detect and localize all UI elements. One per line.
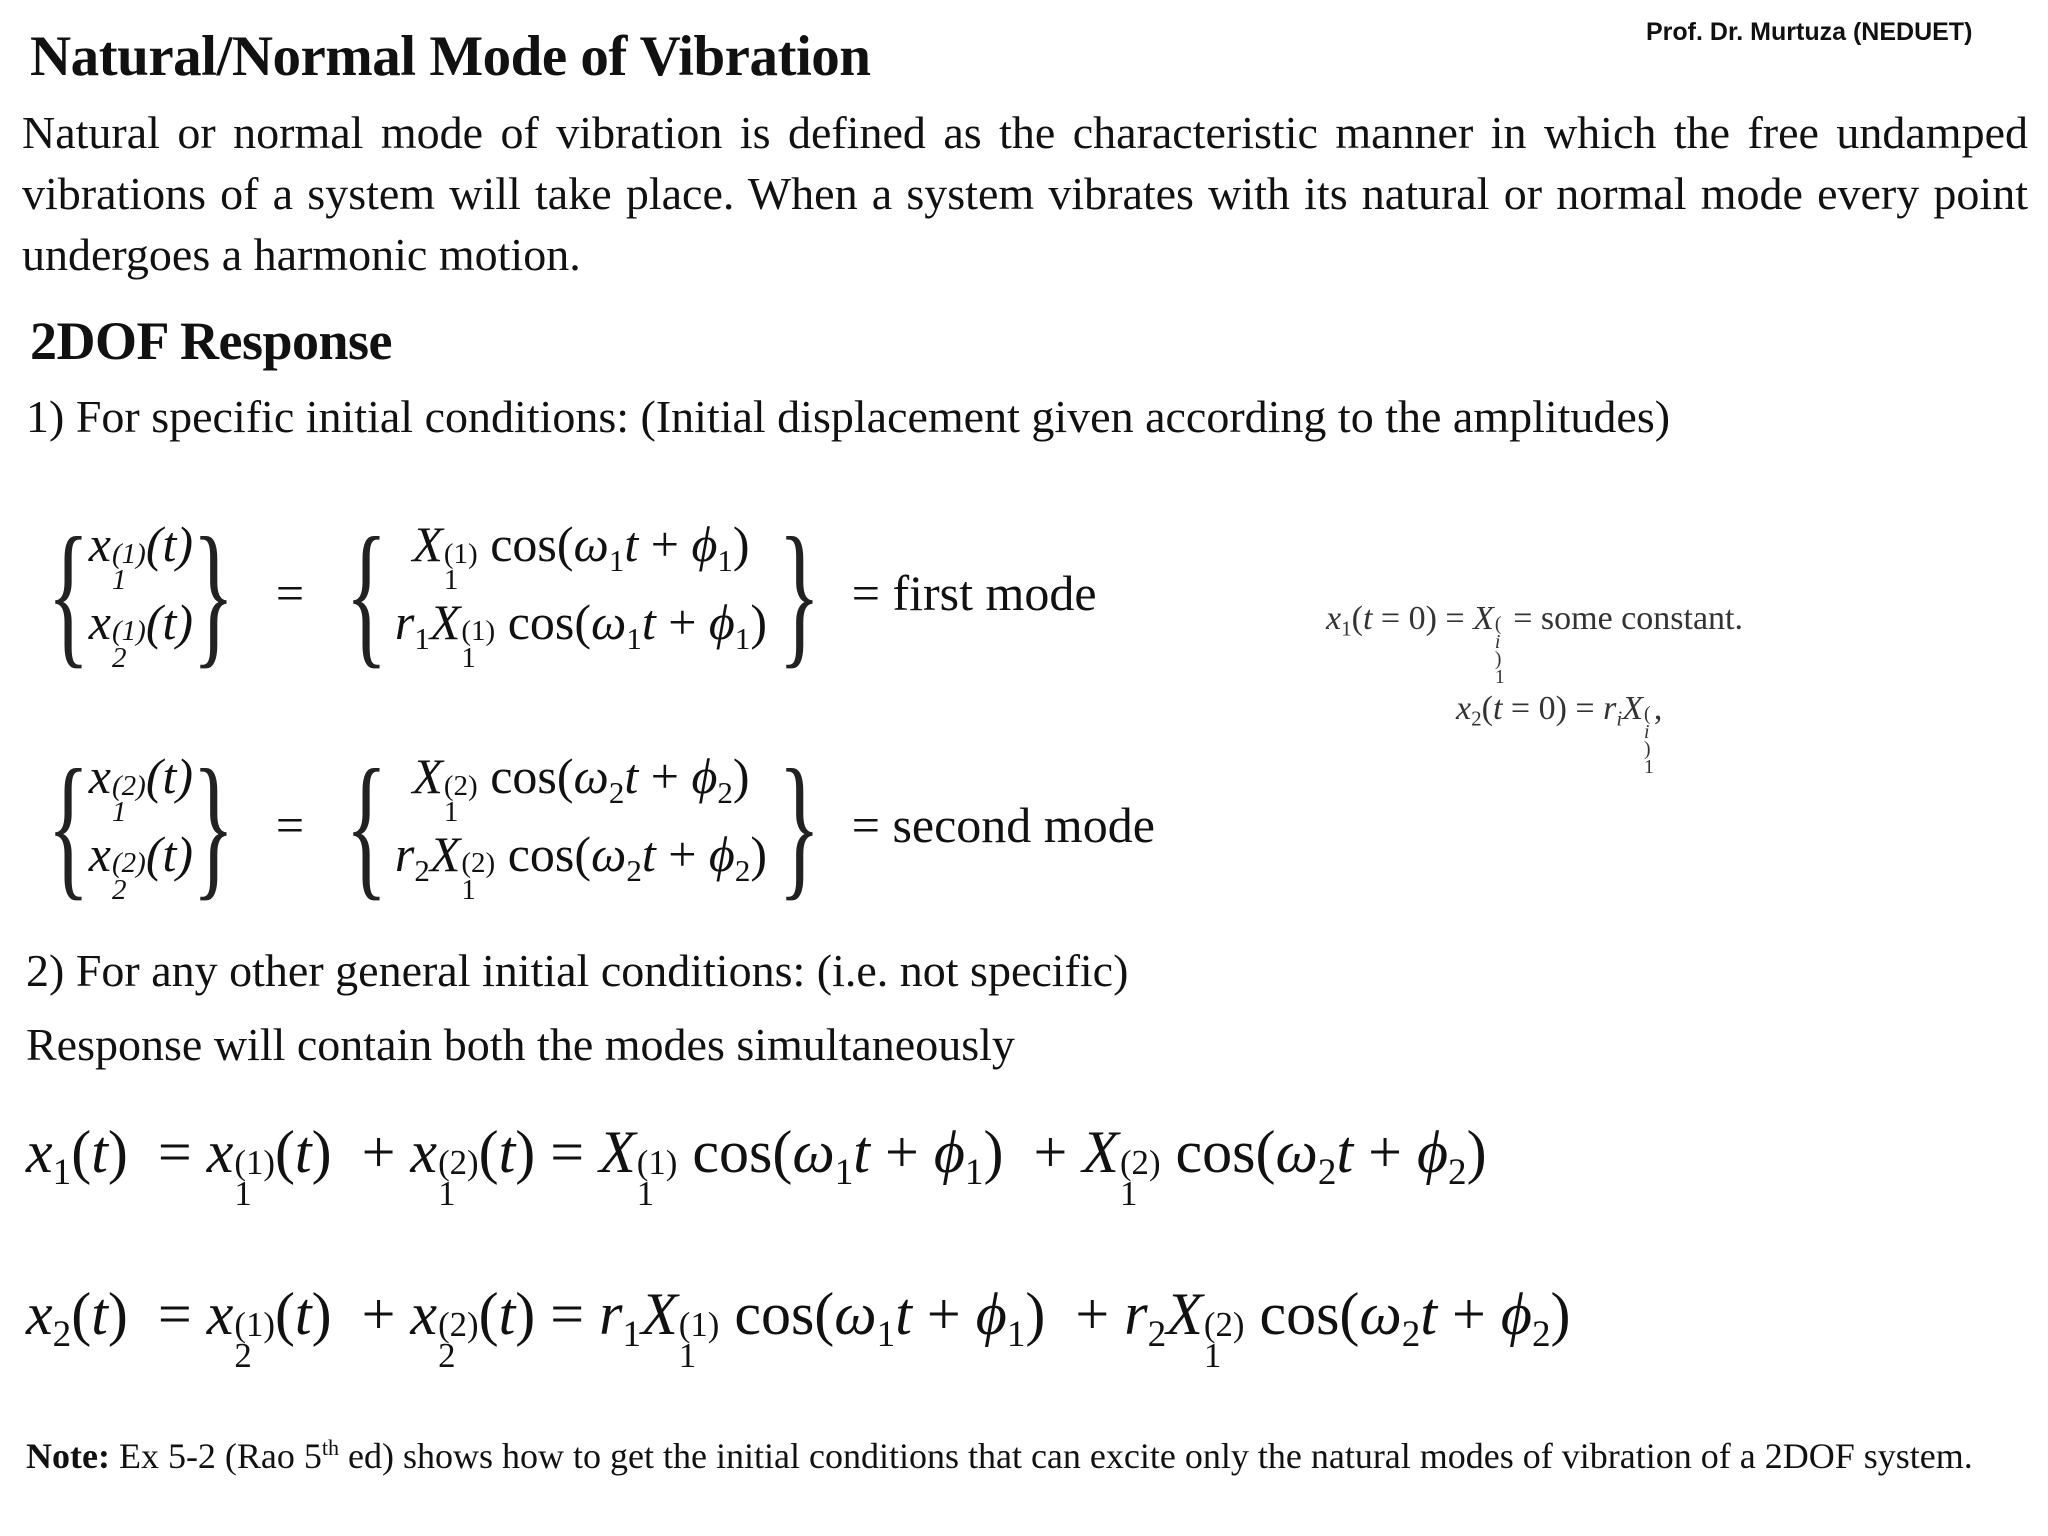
second-mode-label: = second mode: [851, 797, 1155, 853]
right-brace: }: [778, 736, 821, 914]
general-response-x2: $x_2(t) = x$ (1) 2 (t) + x (2) 2 $(t) = r_1X$ (1) 1 $\cos(\omega_1t + \phi_1) + r_2X$ (2) 1 $\cos(\omega_2t + \phi_2)$: [26, 1281, 1571, 1376]
initial-condition-x2: $x_2(t = 0) = r_iX$ ( i ) 1 ,: [1456, 690, 1663, 779]
right-brace: }: [192, 504, 235, 682]
note-label: Note:: [26, 1436, 110, 1476]
first-mode-label: = first mode: [851, 565, 1097, 621]
note-text-a: Ex 5-2 (Rao 5: [109, 1436, 322, 1476]
left-brace: {: [345, 504, 388, 682]
item-both-modes: Response will contain both the modes simultaneously: [26, 1019, 1015, 1070]
item-specific-conditions: 1) For specific initial conditions: (Initial displacement given according to the amplitudes): [26, 391, 1671, 442]
item-general-conditions: 2) For any other general initial conditions: (i.e. not specific): [26, 945, 1129, 996]
intro-paragraph: Natural or normal mode of vibration is defined as the characteristic manner in which the free undamped vibrations of a system will take place. When a system vibrates with its natural or normal mode every point undergoes a harmonic motion.: [22, 107, 2028, 280]
right-brace: }: [192, 736, 235, 914]
mode2-displacement-vector: x (2) 1 (t) x (2) 2 (t): [88, 748, 194, 906]
left-brace: {: [47, 504, 90, 682]
second-mode-equation: [30, 736, 1155, 914]
equals-sign: =: [275, 565, 305, 621]
left-brace: {: [345, 736, 388, 914]
note-text-b: ed) shows how to get the initial conditions that can excite only the natural modes of vibration of a 2DOF system.: [339, 1436, 1973, 1476]
ic-constant-text: = some constant.: [1513, 600, 1743, 637]
general-response-x1: $x_1(t) = x$ (1) 1 (t) + x (2) 1 (t) = X (1) 1 $\cos(\omega_1t + \phi_1) + X$ (2) 1 $\cos(\omega_2t + \phi_2)$: [26, 1119, 1487, 1214]
mode1-displacement-vector: x (1) 1 (t) x (1) 2 (t): [88, 516, 194, 674]
left-brace: {: [47, 736, 90, 914]
note-block: [26, 1432, 2006, 1480]
mode1-amplitude-vector: X (1) 1 $\cos(\omega_1t + \phi_1)$ $r_1X$ (1) 1 $\cos(\omega_1t + \phi_1)$: [394, 516, 767, 674]
note-superscript: th: [321, 1435, 340, 1460]
author-label: Prof. Dr. Murtuza (NEDUET): [1646, 18, 1973, 46]
section-title: 2DOF Response: [30, 311, 393, 371]
first-mode-equation: [30, 504, 1097, 682]
right-brace: }: [778, 504, 821, 682]
initial-condition-x1: $x_1(t = 0) = X$ ( i ) 1 = some constant.: [1326, 600, 1743, 689]
page-title: Natural/Normal Mode of Vibration: [30, 25, 871, 88]
equals-sign: =: [275, 797, 305, 853]
mode2-amplitude-vector: X (2) 1 $\cos(\omega_2t + \phi_2)$ $r_2X$ (2) 1 $\cos(\omega_2t + \phi_2)$: [394, 748, 767, 906]
